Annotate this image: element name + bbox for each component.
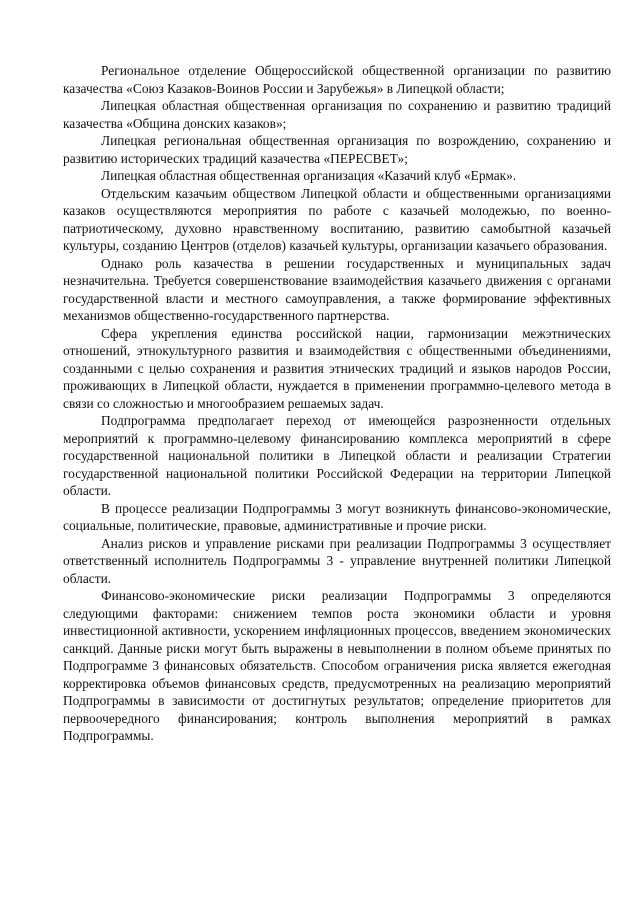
paragraph-national-unity: Сфера укрепления единства российской нации, гармонизации межэтнических отношений, этнокультурного развития и взаимодействия с общественными объединениями, созданными с целью сохранения и развития этнических традиций и языков народов России, проживающих в Липецкой области, нуждается в применении программно-целевого метода в связи со сложностью и многообразием решаемых задач. — [63, 325, 611, 411]
paragraph-peresvet: Липецкая региональная общественная организация по возрождению, сохранению и развитию исторических традиций казачества «ПЕРЕСВЕТ»; — [63, 133, 611, 166]
paragraph-don-cossacks-community: Липецкая областная общественная организация по сохранению и развитию традиций казачества «Община донских казаков»; — [63, 98, 611, 131]
paragraph-cossack-activities: Отдельским казачьим обществом Липецкой области и общественными организациями казаков осуществляются мероприятия по работе с казачьей молодежью, по военно-патриотическому, духовно нравственному воспитанию, развитию самобытной казачьей культуры, созданию Центров (отделов) казачьей культуры, организации казачьего образования. — [63, 185, 611, 253]
paragraph-subprogram-transition: Подпрограмма предполагает переход от имеющейся разрозненности отдельных мероприятий к программно-целевому финансированию комплекса мероприятий в сфере государственной национальной политики в Липецкой области и реализации Стратегии государственной национальной политики Российской Федерации на территории Липецкой области. — [63, 413, 611, 498]
paragraph-cossack-union: Региональное отделение Общероссийской общественной организации по развитию казачества «Союз Казаков-Воинов России и Зарубежья» в Липецкой области; — [63, 63, 611, 96]
document-page — [63, 62, 611, 745]
paragraph-cossack-role: Однако роль казачества в решении государственных и муниципальных задач незначительна. Требуется совершенствование взаимодействия казачьего движения с органами государственной власти и местного самоуправления, а также формирование эффективных механизмов общественно-государственного партнерства. — [63, 255, 611, 323]
paragraph-risks-overview: В процессе реализации Подпрограммы 3 могут возникнуть финансово-экономические, социальные, политические, правовые, административные и прочие риски. — [63, 500, 611, 533]
paragraph-risk-management: Анализ рисков и управление рисками при реализации Подпрограммы 3 осуществляет ответственный исполнитель Подпрограммы 3 - управление внутренней политики Липецкой области. — [63, 535, 611, 586]
paragraph-ermak-club: Липецкая областная общественная организация «Казачий клуб «Ермак». — [101, 168, 517, 183]
paragraph-financial-risks: Финансово-экономические риски реализации Подпрограммы 3 определяются следующими факторами: снижением темпов роста экономики области и уровня инвестиционной активности, ускорением инфляционных процессов, введением экономических санкций. Данные риски могут быть выражены в невыполнении в полном объеме принятых по Подпрограмме 3 финансовых обязательств. Способом ограничения риска является ежегодная корректировка объемов финансовых средств, предусмотренных на реализацию мероприятий Подпрограммы в зависимости от достигнутых результатов; определение приоритетов для первоочередного финансирования; контроль выполнения мероприятий в рамках Подпрограммы. — [63, 588, 611, 743]
